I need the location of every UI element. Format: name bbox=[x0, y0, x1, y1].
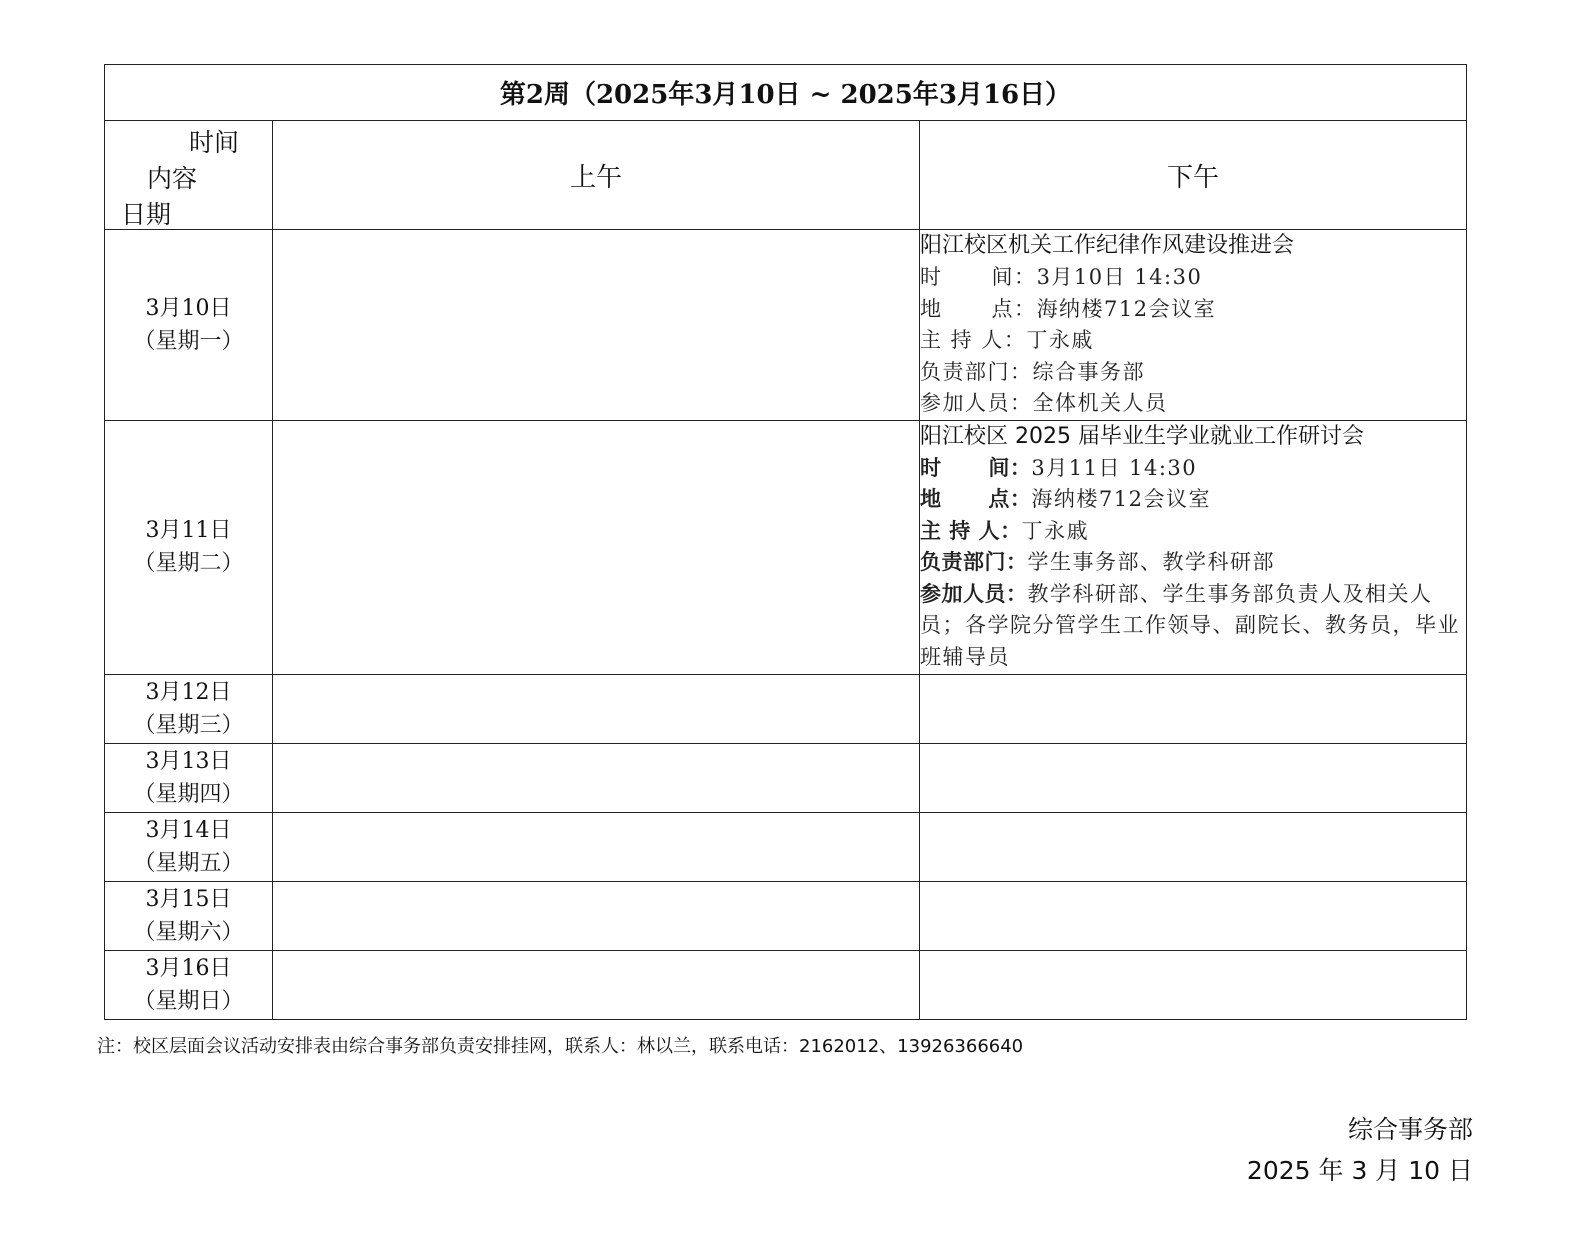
meeting-field-label: 时 间： bbox=[920, 455, 1032, 480]
date-label: 3月12日 bbox=[145, 679, 232, 705]
morning-cell bbox=[273, 950, 920, 1019]
meeting-field-label: 时 间： bbox=[920, 265, 1037, 289]
meeting-field-value: 海纳楼712会议室 bbox=[1036, 296, 1217, 321]
meeting-host-line bbox=[920, 325, 1466, 357]
corner-content-label: 内容 bbox=[147, 164, 198, 193]
weekday-label: （星期五） bbox=[133, 850, 244, 876]
table-row bbox=[105, 420, 1467, 674]
meeting-attendees-line bbox=[920, 579, 1466, 674]
afternoon-cell bbox=[920, 812, 1467, 881]
meeting-field-value: 综合事务部 bbox=[1032, 359, 1145, 384]
meeting-place-line bbox=[920, 484, 1466, 516]
weekday-label: （星期二） bbox=[133, 551, 244, 576]
table-row bbox=[105, 950, 1467, 1019]
afternoon-cell bbox=[920, 743, 1467, 812]
morning-cell bbox=[273, 812, 920, 881]
meeting-dept-line bbox=[920, 547, 1466, 579]
date-label: 3月13日 bbox=[145, 748, 232, 774]
corner-date-label: 日期 bbox=[121, 200, 172, 229]
weekday-label: （星期日） bbox=[133, 988, 244, 1014]
morning-cell bbox=[273, 420, 920, 674]
week-title: 第2周（2025年3月10日 ~ 2025年3月16日） bbox=[105, 65, 1467, 121]
morning-cell bbox=[273, 230, 920, 421]
issue-date: 2025 年 3 月 10 日 bbox=[1246, 1156, 1473, 1185]
meeting-field-label: 地 点： bbox=[920, 296, 1037, 321]
morning-cell bbox=[273, 674, 920, 743]
date-cell bbox=[105, 950, 273, 1019]
date-label: 3月10日 bbox=[145, 295, 232, 321]
morning-cell bbox=[273, 881, 920, 950]
meeting-field-value: 全体机关人员 bbox=[1032, 391, 1168, 415]
meeting-place-line bbox=[920, 294, 1466, 326]
meeting-field-value: 海纳楼712会议室 bbox=[1031, 487, 1211, 511]
meeting-field-value: 丁永戚 bbox=[1021, 518, 1090, 543]
afternoon-cell bbox=[920, 674, 1467, 743]
weekday-label: （星期四） bbox=[133, 781, 244, 807]
table-row bbox=[105, 881, 1467, 950]
meeting-field-value: 教学科研部、学生事务部负责人及相关人员；各学院分管学生工作领导、副院长、教务员，毕业班辅导员 bbox=[920, 581, 1460, 669]
meeting-dept-line bbox=[920, 357, 1466, 389]
header-row bbox=[105, 121, 1467, 230]
date-label: 3月11日 bbox=[145, 518, 232, 543]
table-row bbox=[105, 674, 1467, 743]
date-cell bbox=[105, 230, 273, 421]
issuing-department: 综合事务部 bbox=[1347, 1115, 1473, 1144]
afternoon-meeting-cell bbox=[920, 230, 1467, 421]
meeting-field-label: 主 持 人： bbox=[920, 518, 1022, 543]
date-cell bbox=[105, 812, 273, 881]
afternoon-cell bbox=[920, 881, 1467, 950]
weekday-label: （星期六） bbox=[133, 919, 244, 945]
meeting-field-value: 学生事务部、教学科研部 bbox=[1027, 550, 1275, 574]
meeting-field-value: 丁永戚 bbox=[1026, 328, 1094, 352]
meeting-field-value: 3月10日 14:30 bbox=[1036, 265, 1203, 289]
corner-time-label: 时间 bbox=[189, 128, 240, 157]
title-row bbox=[105, 65, 1467, 121]
afternoon-header: 下午 bbox=[920, 121, 1467, 230]
afternoon-meeting-cell bbox=[920, 420, 1467, 674]
date-label: 3月15日 bbox=[145, 886, 232, 912]
morning-header: 上午 bbox=[273, 121, 920, 230]
date-cell bbox=[105, 881, 273, 950]
date-cell bbox=[105, 674, 273, 743]
afternoon-cell bbox=[920, 950, 1467, 1019]
meeting-time-line bbox=[920, 453, 1466, 485]
morning-cell bbox=[273, 743, 920, 812]
date-label: 3月14日 bbox=[145, 817, 232, 843]
meeting-field-label: 主 持 人： bbox=[920, 328, 1027, 352]
meeting-host-line bbox=[920, 516, 1466, 548]
meeting-field-label: 参加人员： bbox=[920, 391, 1033, 415]
corner-header-cell bbox=[105, 121, 273, 230]
meeting-time-line bbox=[920, 262, 1466, 294]
meeting-title: 阳江校区机关工作纪律作风建设推进会 bbox=[920, 233, 1295, 258]
table-row bbox=[105, 812, 1467, 881]
table-row bbox=[105, 230, 1467, 421]
meeting-field-value: 3月11日 14:30 bbox=[1031, 455, 1198, 480]
date-cell bbox=[105, 420, 273, 674]
meeting-attendees-line bbox=[920, 388, 1466, 420]
footnote: 注：校区层面会议活动安排表由综合事务部负责安排挂网，联系人：林以兰，联系电话：2162012、13926366640 bbox=[97, 1036, 1024, 1057]
weekday-label: （星期三） bbox=[133, 712, 244, 738]
schedule-table bbox=[104, 64, 1467, 1020]
weekday-label: （星期一） bbox=[133, 328, 244, 354]
date-cell bbox=[105, 743, 273, 812]
meeting-field-label: 负责部门： bbox=[920, 359, 1033, 384]
date-label: 3月16日 bbox=[145, 955, 232, 981]
meeting-field-label: 负责部门： bbox=[920, 550, 1028, 574]
table-row bbox=[105, 743, 1467, 812]
meeting-field-label: 参加人员： bbox=[920, 581, 1028, 606]
meeting-field-label: 地 点： bbox=[920, 487, 1032, 511]
meeting-title: 阳江校区 2025 届毕业生学业就业工作研讨会 bbox=[920, 423, 1364, 449]
